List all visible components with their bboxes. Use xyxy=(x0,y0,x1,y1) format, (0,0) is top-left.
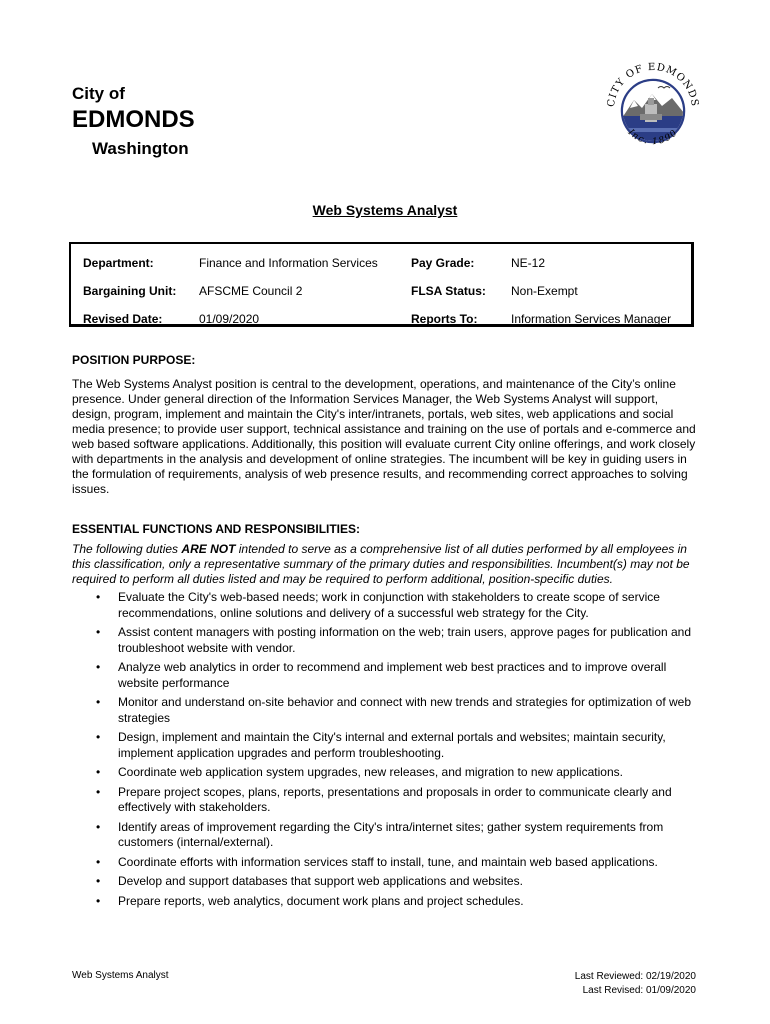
list-item xyxy=(72,695,704,726)
bullet-icon: • xyxy=(96,874,101,888)
list-item-text: Design, implement and maintain the City's internal and external portals and websites; maintain security, implement application upgrades and perform troubleshooting. xyxy=(118,730,666,760)
bullet-icon: • xyxy=(96,625,101,639)
bargaining-unit-label: Bargaining Unit: xyxy=(83,284,177,298)
bargaining-unit-value: AFSCME Council 2 xyxy=(199,284,303,298)
bullet-icon: • xyxy=(96,695,101,709)
bullet-icon: • xyxy=(96,660,101,674)
state-name: Washington xyxy=(92,139,189,158)
bullet-icon: • xyxy=(96,893,101,908)
flsa-status-value: Non-Exempt xyxy=(511,284,578,298)
bullet-icon: • xyxy=(96,765,101,779)
revised-date-value: 01/09/2020 xyxy=(199,312,260,326)
position-purpose-heading: POSITION PURPOSE: xyxy=(72,353,196,367)
list-item-text: Prepare reports, web analytics, document work plans and project schedules. xyxy=(118,893,524,908)
footer-document-name: Web Systems Analyst xyxy=(72,970,169,981)
city-name: EDMONDS xyxy=(72,106,195,133)
list-item xyxy=(72,590,704,621)
city-of-label: City of xyxy=(72,84,125,103)
list-item-text: Develop and support databases that support web applications and websites. xyxy=(118,874,523,888)
footer-dates xyxy=(575,970,696,998)
list-item-text: Identify areas of improvement regarding the City's intra/internet sites; gather system requirements from customers (internal/external). xyxy=(118,819,664,849)
bullet-icon: • xyxy=(96,590,101,604)
reports-to-label: Reports To: xyxy=(411,312,478,326)
department-label: Department: xyxy=(83,256,154,270)
reports-to-value: Information Services Manager xyxy=(511,312,672,326)
list-item xyxy=(72,660,704,691)
seal-top-text: CITY OF EDMONDS xyxy=(605,61,701,108)
list-item xyxy=(72,894,704,910)
footer-last-reviewed: Last Reviewed: 02/19/2020 xyxy=(574,971,696,982)
pay-grade-value: NE-12 xyxy=(511,256,546,270)
essential-functions-intro xyxy=(72,542,704,587)
list-item-text: Analyze web analytics in order to recommend and implement web best practices and to improve overall website performance xyxy=(118,660,667,690)
list-item-text: Assist content managers with posting information on the web; train users, approve pages for publication and troubleshoot website with vendor. xyxy=(118,625,691,655)
seal-bottom-text: Inc. 1890 xyxy=(625,127,681,148)
city-seal-logo xyxy=(600,56,706,162)
position-purpose-text xyxy=(72,377,700,497)
bullet-icon: • xyxy=(96,784,101,799)
list-item-text: Coordinate web application system upgrades, new releases, and migration to new applications. xyxy=(118,765,623,779)
list-item xyxy=(72,820,704,851)
flsa-status-label: FLSA Status: xyxy=(411,284,486,298)
job-info-table xyxy=(69,242,694,327)
pay-grade-label: Pay Grade: xyxy=(411,256,475,270)
responsibilities-list xyxy=(72,590,704,913)
job-title: Web Systems Analyst xyxy=(312,202,458,218)
list-item xyxy=(72,785,704,816)
list-item-text: Prepare project scopes, plans, reports, presentations and proposals in order to communicate clearly and effectively with stakeholders. xyxy=(118,784,672,814)
list-item xyxy=(72,625,704,656)
intro-before: The following duties xyxy=(72,542,182,556)
intro-emphasis: ARE NOT xyxy=(181,542,236,556)
bullet-icon: • xyxy=(96,730,101,744)
bullet-icon: • xyxy=(96,819,101,834)
list-item xyxy=(72,730,704,761)
list-item xyxy=(72,855,704,871)
department-value: Finance and Information Services xyxy=(199,256,378,270)
list-item-text: Coordinate efforts with information services staff to install, tune, and maintain web based applications. xyxy=(118,854,658,869)
list-item xyxy=(72,874,704,890)
list-item xyxy=(72,765,704,781)
revised-date-label: Revised Date: xyxy=(83,312,163,326)
list-item-text: Monitor and understand on-site behavior and connect with new trends and strategies for optimization of web strategies xyxy=(118,695,691,725)
footer-last-revised: Last Revised: 01/09/2020 xyxy=(582,985,696,996)
intro-after: intended to serve as a comprehensive list of all duties performed by all employees in this classification, only a representative summary of the primary duties and responsibilities. Incumbent(s) may not be required to perform all duties listed and may be required to perform additional, position-specific duties. xyxy=(72,542,690,586)
bullet-icon: • xyxy=(96,854,101,869)
purpose-paragraph: The Web Systems Analyst position is central to the development, operations, and maintenance of the City’s online presence. Under general direction of the Information Services Manager, the Web Systems Analyst will support, design, program, implement and maintain the City's inter/intranets, portals, web sites, web applications and social media presence; to provide user support, technical assistance and training on the use of portals and e-commerce and web based software applications. Additionally, this position will evaluate current City online offerings, and work closely with departments in the analysis and development of online strategies. The incumbent will be key in guiding users in the formulation of requirements, analysis of web presence results, and recommending correct approaches to solving issues. xyxy=(72,377,696,496)
essential-functions-heading: ESSENTIAL FUNCTIONS AND RESPONSIBILITIES: xyxy=(72,522,361,536)
list-item-text: Evaluate the City's web-based needs; work in conjunction with stakeholders to create scope of service recommendations, online solutions and delivery of a successful web strategy for the City. xyxy=(118,590,660,620)
